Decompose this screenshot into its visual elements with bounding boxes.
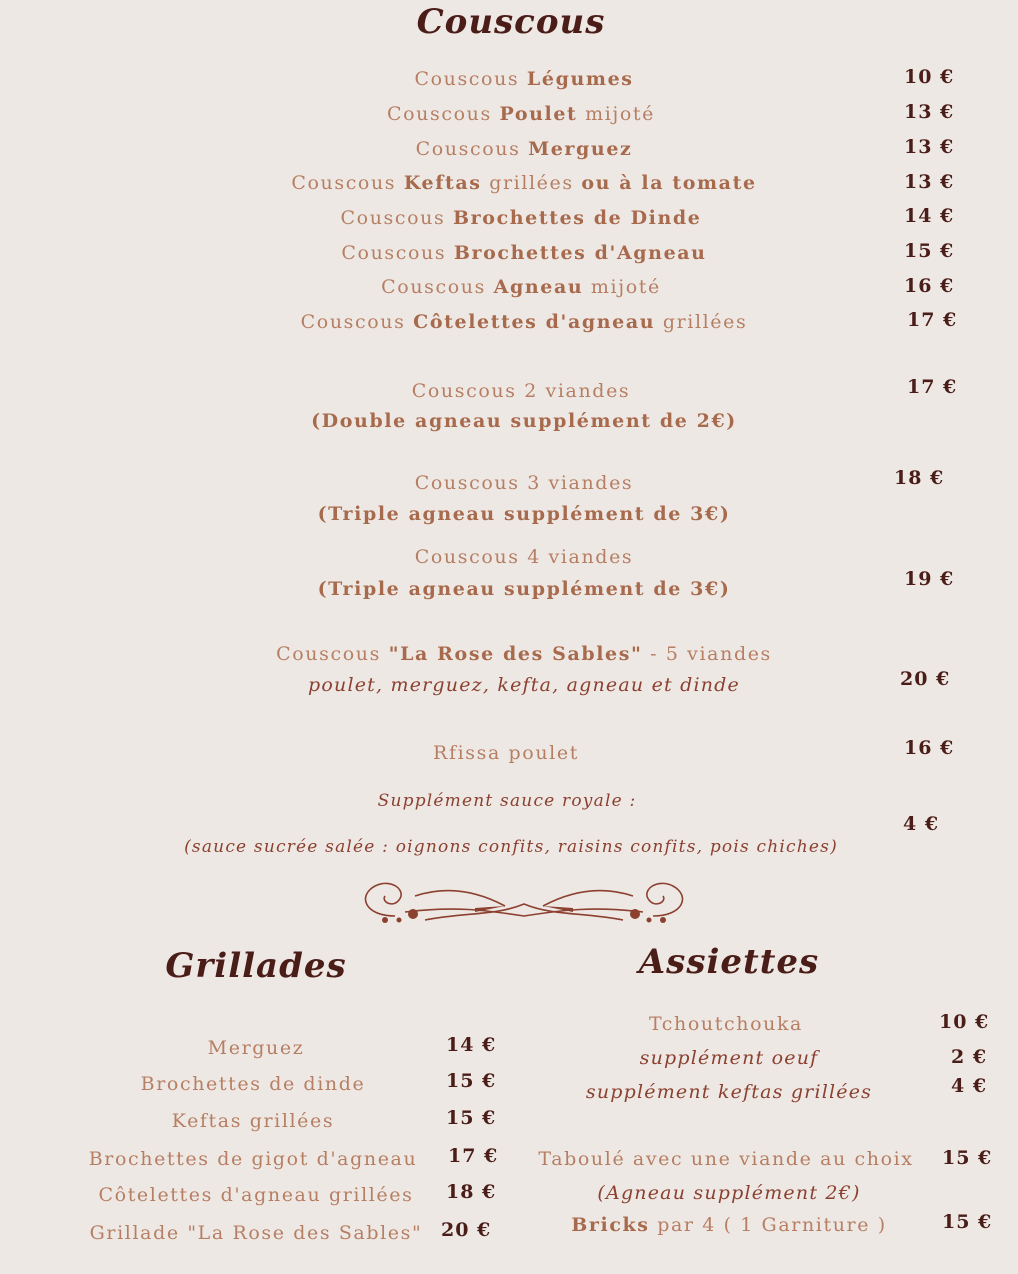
taboule-item: Taboulé avec une viande au choix [538,1148,914,1170]
bricks-item [571,1214,886,1236]
grillade-price: 15 € [446,1070,497,1092]
item-prefix: Couscous [341,242,454,264]
supplement-oeuf: supplément oeuf [639,1047,819,1069]
grillade-price: 15 € [446,1107,497,1129]
couscous-item [414,68,633,90]
item-suffix: grillées [481,172,582,194]
item-bold: "La Rose des Sables" [388,643,643,665]
item-suffix: par 4 ( 1 Garniture ) [649,1214,887,1236]
couscous-item [301,311,748,333]
couscous-item [381,276,661,298]
couscous-price: 17 € [907,376,958,398]
item-bold: Brochettes d'Agneau [453,242,707,264]
item-suffix: grillées [655,311,748,333]
couscous-2-viandes: Couscous 2 viandes [411,380,631,402]
taboule-note: (Agneau supplément 2€) [597,1182,861,1204]
couscous-item [387,103,655,125]
grillade-price: 18 € [446,1181,497,1203]
couscous-2-viandes-note: (Double agneau supplément de 2€) [311,410,737,432]
item-bold: Brochettes de Dinde [453,207,702,229]
item-prefix: Couscous [340,207,454,229]
sauce-royale-label: Supplément sauce royale : [377,791,637,811]
assiette-item: Tchoutchouka [649,1013,803,1035]
grillade-item: Keftas grillées [171,1110,335,1132]
rfissa-poulet: Rfissa poulet [433,742,579,764]
couscous-item [416,138,633,160]
couscous-title: Couscous [416,2,606,42]
item-prefix: Couscous [414,68,527,90]
couscous-3-viandes-note: (Triple agneau supplément de 3€) [317,503,731,525]
couscous-item [341,207,702,229]
couscous-price: 13 € [904,101,955,123]
couscous-rose-detail: poulet, merguez, kefta, agneau et dinde [308,674,740,696]
grillade-item: Brochettes de gigot d'agneau [88,1148,418,1170]
item-bold: Bricks [571,1214,650,1236]
assiette-price: 15 € [942,1211,993,1233]
item-prefix: Couscous [387,103,500,125]
item-bold: Keftas [403,172,482,194]
couscous-price: 18 € [894,467,945,489]
grillade-price: 20 € [441,1219,492,1241]
assiette-price: 4 € [951,1075,988,1097]
couscous-4-viandes: Couscous 4 viandes [414,546,634,568]
couscous-price: 19 € [904,568,955,590]
grillade-item: Côtelettes d'agneau grillées [98,1184,414,1206]
grillade-item: Grillade "La Rose des Sables" [89,1222,423,1244]
item-bold: Poulet [499,103,578,125]
couscous-price: 14 € [904,205,955,227]
item-bold: Merguez [528,138,633,160]
grillade-price: 17 € [448,1145,499,1167]
item-bold: Agneau [493,276,584,298]
supplement-keftas: supplément keftas grillées [585,1081,873,1103]
grillade-price: 14 € [446,1034,497,1056]
couscous-price: 4 € [903,813,940,835]
item-bold: Côtelettes d'agneau [413,311,656,333]
item-suffix: mijoté [583,276,661,298]
item-prefix: Couscous [415,138,529,160]
couscous-4-viandes-note: (Triple agneau supplément de 3€) [317,578,731,600]
couscous-rose-des-sables [276,643,772,665]
assiettes-title: Assiettes [638,942,820,982]
couscous-price: 17 € [907,309,958,331]
item-bold: Légumes [526,68,634,90]
item-bold: ou à la tomate [581,172,757,194]
assiette-price: 2 € [951,1046,988,1068]
assiette-price: 15 € [942,1147,993,1169]
couscous-price: 13 € [904,171,955,193]
assiette-price: 10 € [939,1011,990,1033]
couscous-price: 20 € [900,668,951,690]
item-suffix: - 5 viandes [642,643,772,665]
couscous-item [341,242,706,264]
item-prefix: Couscous [381,276,494,298]
item-prefix: Couscous [276,643,389,665]
ornament-divider [355,876,693,928]
couscous-item [291,172,756,194]
sauce-royale-detail: (sauce sucrée salée : oignons confits, raisins confits, pois chiches) [184,837,838,857]
item-prefix: Couscous [300,311,414,333]
couscous-price: 13 € [904,136,955,158]
couscous-price: 10 € [904,66,955,88]
couscous-3-viandes: Couscous 3 viandes [414,472,634,494]
grillades-title: Grillades [165,946,347,986]
item-prefix: Couscous [291,172,404,194]
grillade-item: Merguez [207,1037,305,1059]
couscous-price: 16 € [904,737,955,759]
item-suffix: mijoté [577,103,655,125]
couscous-price: 15 € [904,240,955,262]
couscous-price: 16 € [904,275,955,297]
grillade-item: Brochettes de dinde [140,1073,366,1095]
